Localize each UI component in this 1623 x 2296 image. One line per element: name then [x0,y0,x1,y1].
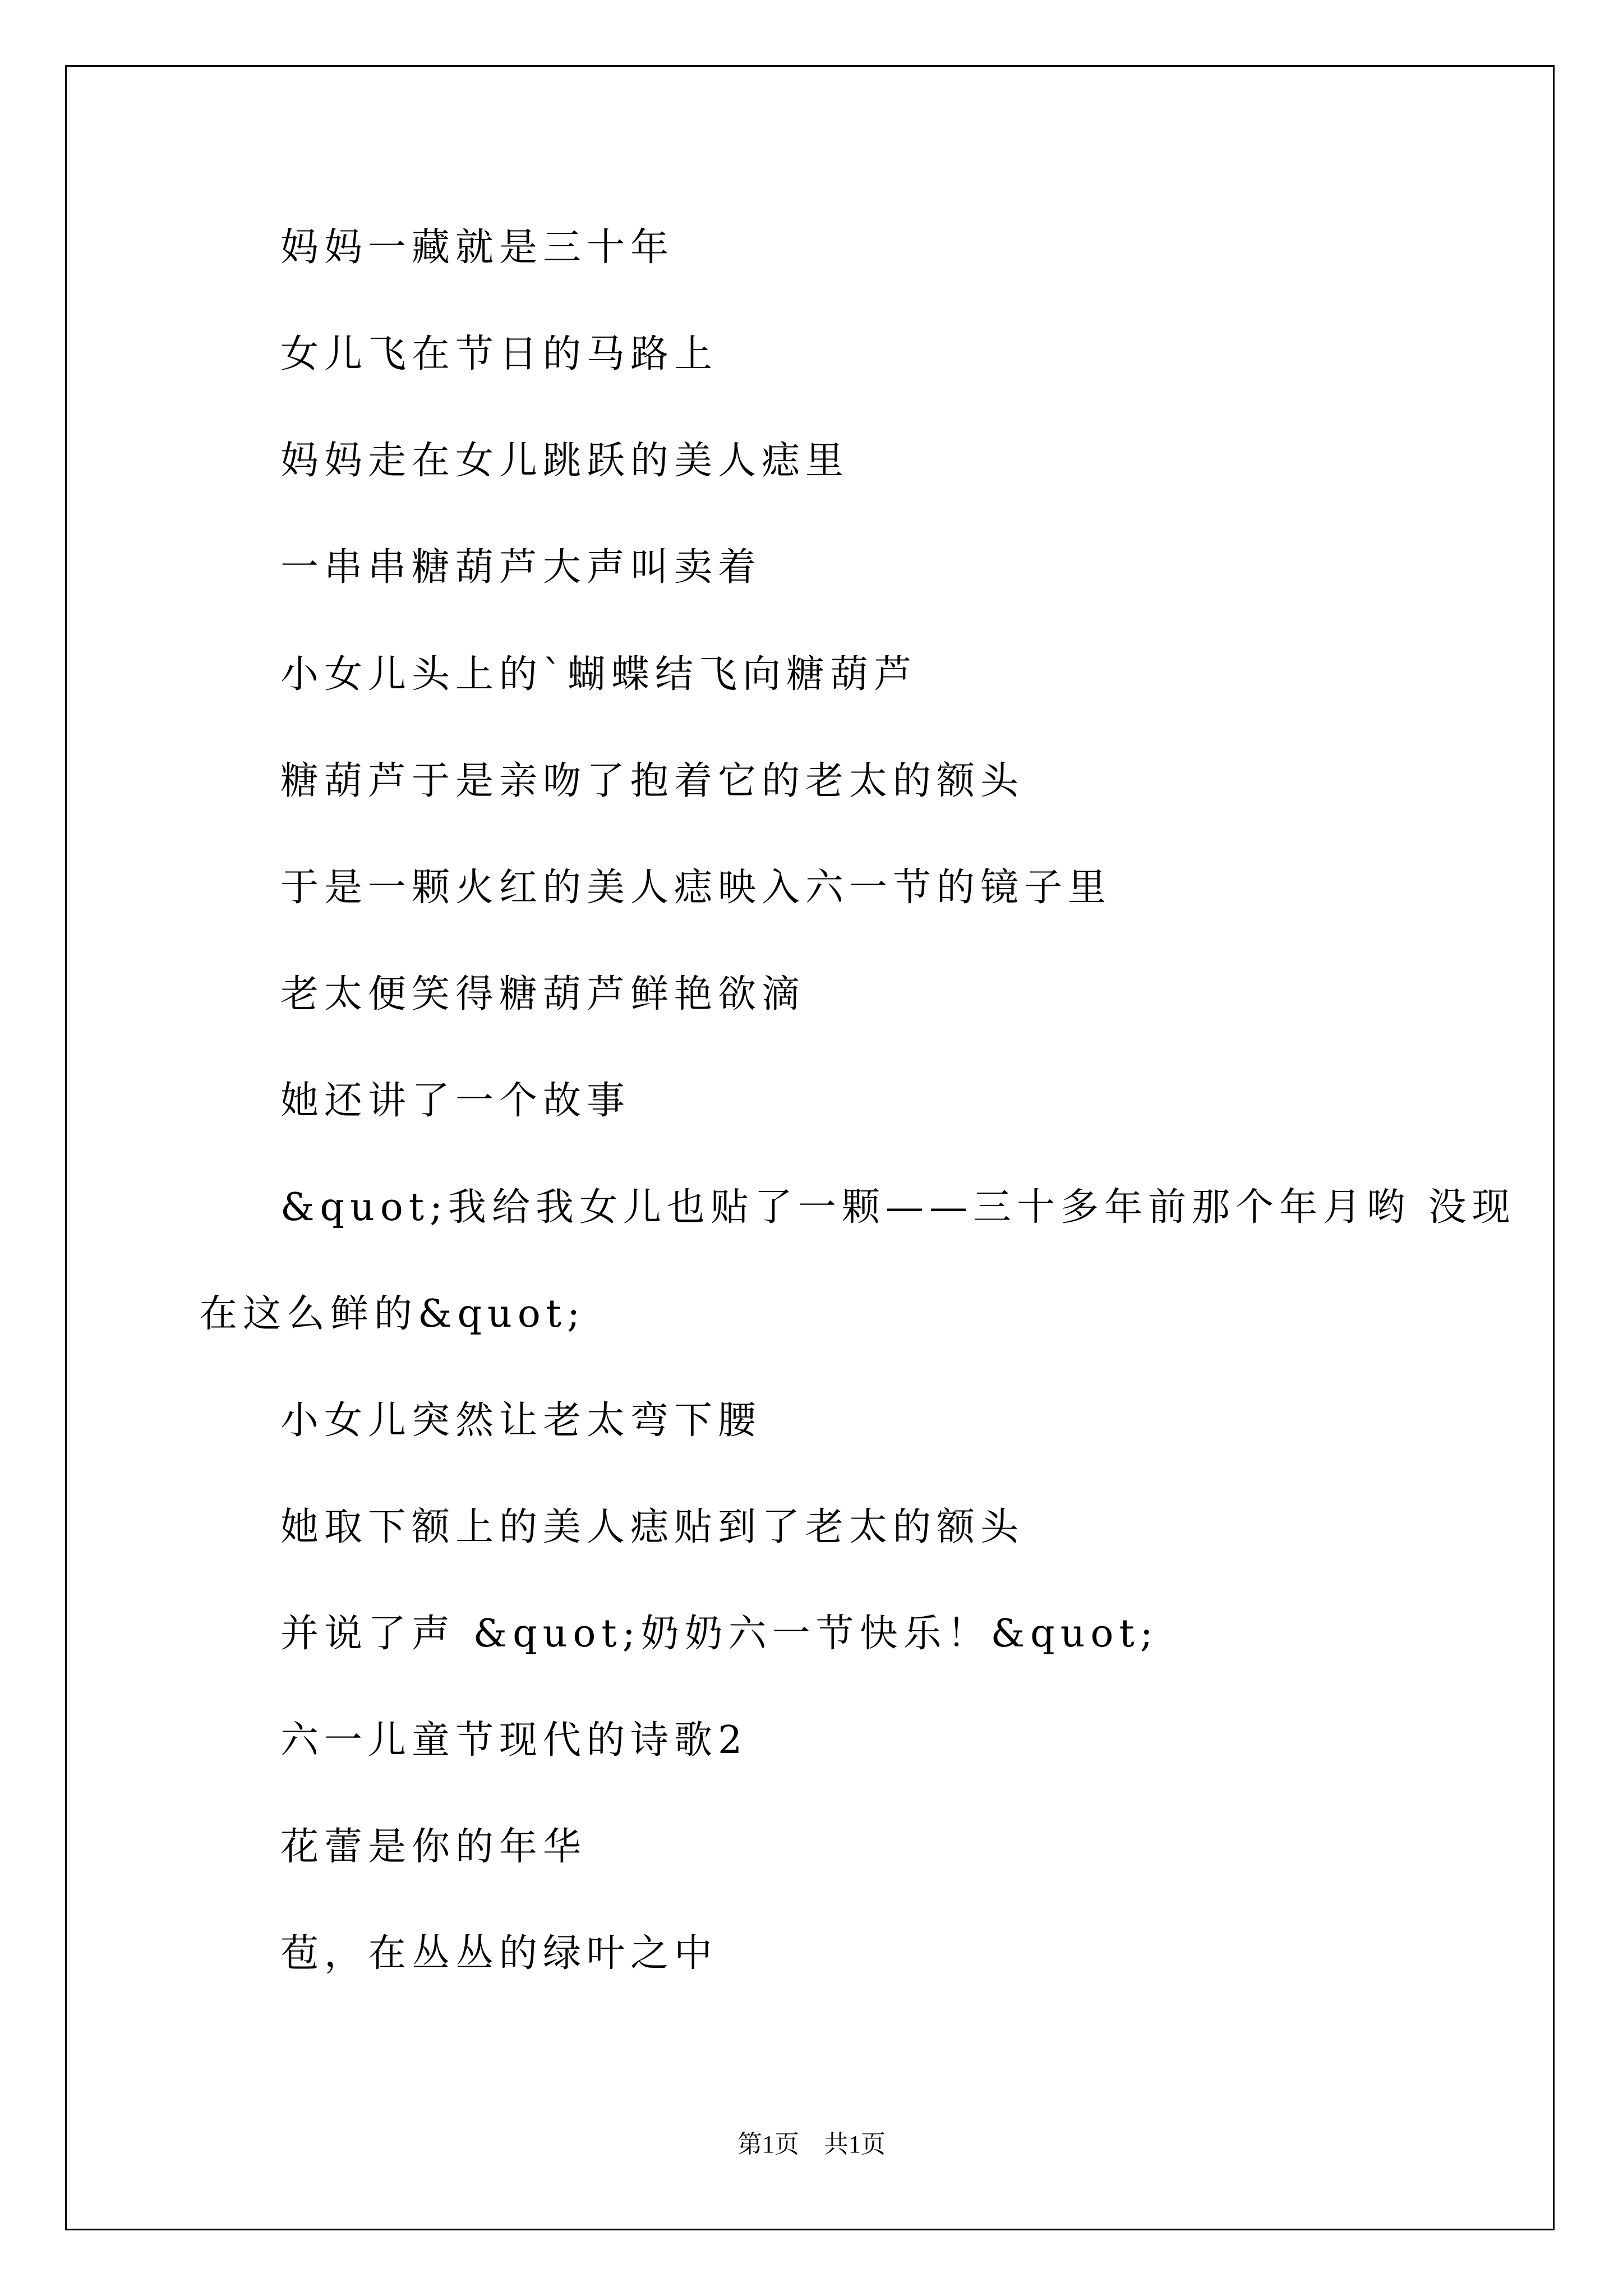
page-border [65,65,1555,2230]
poem-line: 她取下额上的美人痣贴到了老太的额头 [280,1505,1025,1549]
poem-line: 并说了声 &quot;奶奶六一节快乐！&quot; [280,1612,1159,1656]
poem-line: 小女儿头上的`蝴蝶结飞向糖葫芦 [280,652,918,697]
poem-line: 小女儿突然让老太弯下腰 [280,1398,762,1443]
poem-line: 苞，在丛丛的绿叶之中 [280,1931,718,1976]
poem-line: &quot;我给我女儿也贴了一颗——三十多年前那个年月哟 没现 [280,1185,1516,1230]
poem-line: 妈妈一藏就是三十年 [280,226,675,270]
section-heading: 六一儿童节现代的诗歌2 [280,1718,748,1763]
poem-line: 老太便笑得糖葫芦鲜艳欲滴 [280,972,806,1016]
poem-line: 于是一颗火红的美人痣映入六一节的镜子里 [280,866,1112,910]
poem-line: 女儿飞在节日的马路上 [280,332,718,376]
page-number-footer: 第1页 共1页 [737,2131,886,2158]
poem-line: 花蕾是你的年华 [280,1825,587,1869]
poem-line-continuation: 在这么鲜的&quot; [199,1292,586,1336]
poem-line: 她还讲了一个故事 [280,1079,631,1123]
poem-line: 妈妈走在女儿跳跃的美人痣里 [280,439,850,483]
poem-line: 一串串糖葫芦大声叫卖着 [280,545,762,590]
poem-line: 糖葫芦于是亲吻了抱着它的老太的额头 [280,759,1025,803]
